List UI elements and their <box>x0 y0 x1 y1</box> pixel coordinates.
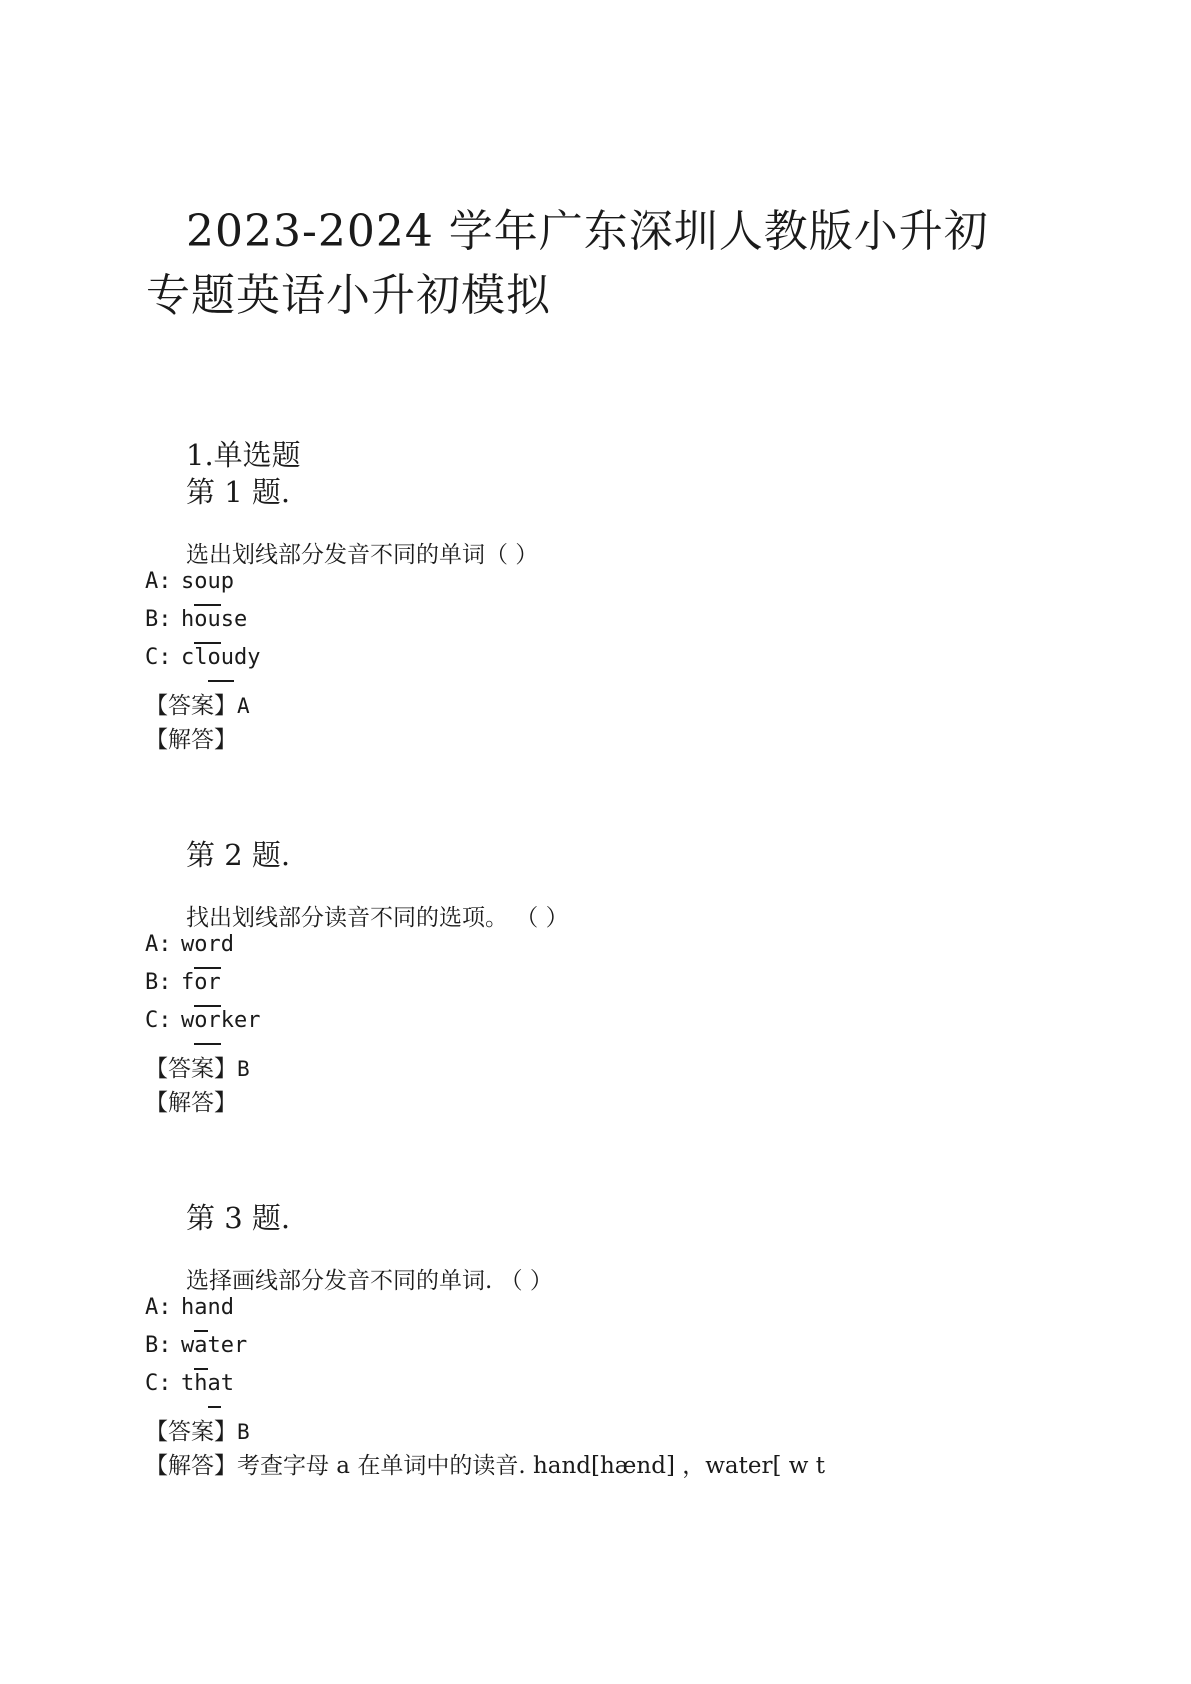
document-title <box>146 200 1046 328</box>
underlined-letters: a <box>194 1295 208 1320</box>
option-a: A: word <box>145 932 234 957</box>
explanation-line: 【解答】 <box>145 1090 237 1116</box>
answer-value: B <box>237 1420 250 1444</box>
option-c: C: that <box>145 1371 234 1396</box>
explanation-line: 【解答】考查字母 a 在单词中的读音. hand[hænd] ，water[ w t <box>145 1453 826 1479</box>
answer-value: B <box>237 1057 250 1081</box>
underlined-letters: ou <box>194 607 221 632</box>
underlined-letters: or <box>194 970 221 995</box>
underlined-letters: a <box>207 1371 221 1396</box>
question-stem: 找出划线部分读音不同的选项。 （ ） <box>186 905 569 931</box>
answer-value: A <box>237 694 250 718</box>
question-stem: 选出划线部分发音不同的单词（ ） <box>186 542 539 568</box>
title-line-1: 2023-2024 学年广东深圳人教版小升初 <box>186 206 989 257</box>
answer-line: 【答案】B <box>145 1419 250 1445</box>
option-b: B: house <box>145 607 248 632</box>
underlined-letters: ou <box>194 569 221 594</box>
question-heading: 第 1 题. <box>186 475 291 509</box>
explanation-text: 考查字母 a 在单词中的读音. hand[hænd] ，water[ w t <box>237 1453 826 1479</box>
question-heading: 第 3 题. <box>186 1201 291 1235</box>
option-b: B: for <box>145 970 221 995</box>
question-stem: 选择画线部分发音不同的单词. （ ） <box>186 1268 553 1294</box>
underlined-letters: or <box>194 932 221 957</box>
answer-line: 【答案】A <box>145 693 250 719</box>
option-a: A: hand <box>145 1295 234 1320</box>
title-line-2: 专题英语小升初模拟 <box>146 270 551 321</box>
option-c: C: cloudy <box>145 645 261 670</box>
underlined-letters: a <box>194 1333 208 1358</box>
answer-line: 【答案】B <box>145 1056 250 1082</box>
section-heading: 1.单选题 <box>186 438 301 472</box>
explanation-line: 【解答】 <box>145 727 237 753</box>
question-heading: 第 2 题. <box>186 838 291 872</box>
option-a: A: soup <box>145 569 234 594</box>
underlined-letters: or <box>194 1008 221 1033</box>
underlined-letters: ou <box>207 645 234 670</box>
option-b: B: water <box>145 1333 248 1358</box>
option-c: C: worker <box>145 1008 261 1033</box>
